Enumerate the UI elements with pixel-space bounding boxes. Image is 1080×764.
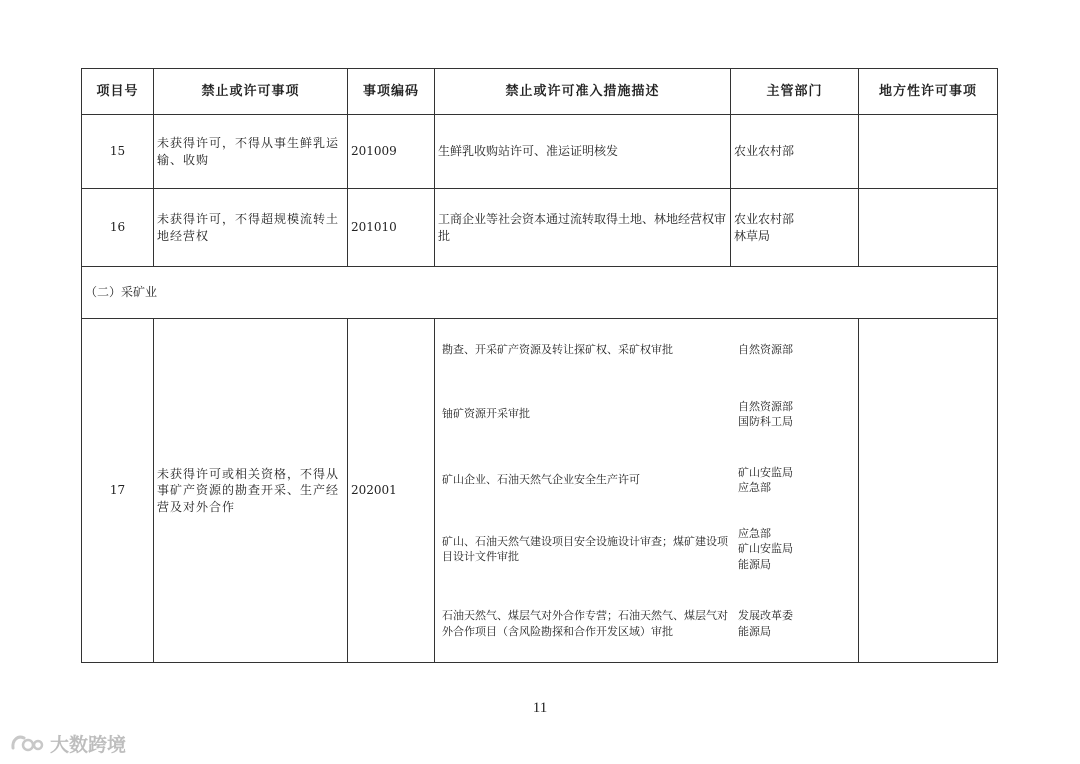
measures-list [438,319,862,662]
table-row [82,319,998,663]
department: 自然资源部 国防科工局 [738,399,793,428]
department: 矿山安监局 应急部 [738,465,793,494]
watermark-logo-icon [10,732,44,754]
department: 农业农村部 [731,115,859,189]
department: 发展改革委 能源局 [738,609,793,638]
item-code: 201009 [348,115,435,189]
measure-row [438,585,862,662]
page-number: 11 [532,700,548,716]
table-row [82,189,998,267]
table-header-row [82,69,998,115]
section-row [82,267,998,319]
department: 农业农村部 林草局 [731,189,859,267]
department: 应急部 矿山安监局 能源局 [738,526,793,571]
measure-description: 矿山、石油天然气建设项目安全设施设计审查；煤矿建设项目设计文件审批 [442,534,728,563]
section-title: （二）采矿业 [82,267,998,319]
measure-row [438,513,862,585]
header-cell: 事项编码 [348,69,435,115]
item-number: 17 [82,319,154,663]
header-cell: 禁止或许可准入措施描述 [435,69,731,115]
measure-row [438,447,862,513]
measure-description: 石油天然气、煤层气对外合作专营；石油天然气、煤层气对外合作项目（含风险勘探和合作开发区域）审批 [442,609,728,638]
department: 自然资源部 [738,343,793,357]
item-number: 16 [82,189,154,267]
item-code: 202001 [348,319,435,663]
item-name: 未获得许可，不得从事生鲜乳运输、收购 [154,115,348,189]
measure-row [438,319,862,381]
measure-description: 铀矿资源开采审批 [442,407,530,421]
local-permit [859,189,998,267]
watermark-text: 大数跨境 [50,733,127,756]
measure-description: 生鲜乳收购站许可、准运证明核发 [435,115,731,189]
measure-description: 勘查、开采矿产资源及转让探矿权、采矿权审批 [442,343,673,357]
watermark [10,728,126,758]
measure-description: 工商企业等社会资本通过流转取得土地、林地经营权审批 [435,189,731,267]
measure-description: 矿山企业、石油天然气企业安全生产许可 [442,473,640,487]
permit-table [81,68,998,663]
item-name: 未获得许可，不得超规模流转土地经营权 [154,189,348,267]
header-cell: 项目号 [82,69,154,115]
measure-row [438,381,862,447]
table-row [82,115,998,189]
local-permit [859,319,998,663]
measures-cell [435,319,859,663]
header-cell: 禁止或许可事项 [154,69,348,115]
header-cell: 地方性许可事项 [859,69,998,115]
item-name: 未获得许可或相关资格，不得从事矿产资源的勘查开采、生产经营及对外合作 [154,319,348,663]
item-number: 15 [82,115,154,189]
item-code: 201010 [348,189,435,267]
local-permit [859,115,998,189]
header-cell: 主管部门 [731,69,859,115]
